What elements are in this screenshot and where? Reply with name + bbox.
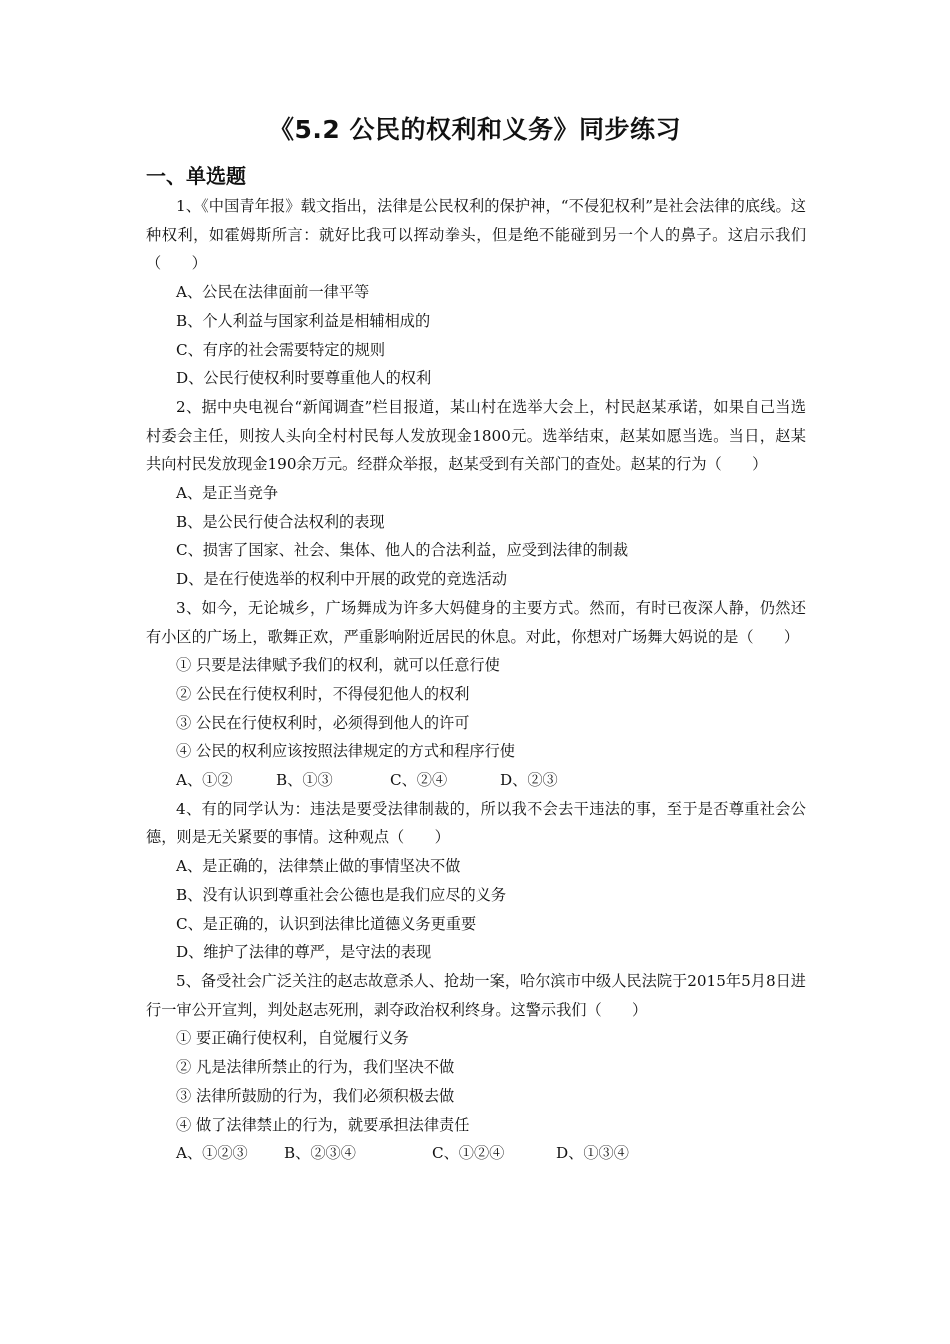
answer-choices [146,1139,806,1168]
option-b: B、是公民行使合法权利的表现 [176,512,385,531]
option-c: C、损害了国家、社会、集体、他人的合法利益，应受到法律的制裁 [176,541,629,560]
option-c: C、有序的社会需要特定的规则 [176,340,386,359]
option-a: A、是正当竞争 [176,484,279,503]
question-stem: 5、备受社会广泛关注的赵志故意杀人、抢劫一案，哈尔滨市中级人民法院于2015年5月8日进行一审公开宣判，判处赵志死刑，剥夺政治权利终身。这警示我们（ ） [146,971,806,1019]
question-1 [146,192,806,393]
question-list [146,192,806,1168]
choice-a: A、①②③ [176,1144,248,1163]
statement-4: ④ 做了法律禁止的行为，就要承担法律责任 [176,1115,470,1134]
statement-3: ③ 公民在行使权利时，必须得到他人的许可 [176,713,470,732]
option-c: C、是正确的，认识到法律比道德义务更重要 [176,914,477,933]
question-stem: 4、有的同学认为：违法是要受法律制裁的，所以我不会去干违法的事，至于是否尊重社会公德，则是无关紧要的事情。这种观点（ ） [146,799,806,847]
option-d: D、公民行使权利时要尊重他人的权利 [176,369,432,388]
statement-4: ④ 公民的权利应该按照法律规定的方式和程序行使 [176,742,515,761]
choice-b: B、①③ [276,771,333,790]
option-a: A、公民在法律面前一律平等 [176,283,370,302]
option-d: D、是在行使选举的权利中开展的政党的竞选活动 [176,570,508,589]
option-a: A、是正确的，法律禁止做的事情坚决不做 [176,857,461,876]
question-stem: 3、如今，无论城乡，广场舞成为许多大妈健身的主要方式。然而，有时已夜深人静，仍然还有小区的广场上，歌舞正欢，严重影响附近居民的休息。对此，你想对广场舞大妈说的是（ ） [146,598,806,646]
option-b: B、没有认识到尊重社会公德也是我们应尽的义务 [176,885,507,904]
question-3 [146,594,806,795]
choice-d: D、②③ [500,771,558,790]
statement-2: ② 公民在行使权利时，不得侵犯他人的权利 [176,684,470,703]
choice-d: D、①③④ [556,1144,629,1163]
choice-c: C、①②④ [432,1144,505,1163]
section-heading: 一、单选题 [146,164,246,188]
question-stem: 2、据中央电视台“新闻调查”栏目报道，某山村在选举大会上，村民赵某承诺，如果自己当选村委会主任，则按人头向全村村民每人发放现金1800元。选举结束，赵某如愿当选。当日，赵某共向村民发放现金190余万元。经群众举报，赵某受到有关部门的查处。赵某的行为（ ） [146,397,806,474]
question-stem: 1、《中国青年报》载文指出，法律是公民权利的保护神，“不侵犯权利”是社会法律的底线。这种权利，如霍姆斯所言：就好比我可以挥动拳头，但是绝不能碰到另一个人的鼻子。这启示我们（ ） [146,197,806,273]
answer-choices [146,766,806,795]
choice-c: C、②④ [390,771,448,790]
document-title: 《5.2 公民的权利和义务》同步练习 [269,115,681,144]
statement-3: ③ 法律所鼓励的行为，我们必须积极去做 [176,1086,455,1105]
question-5 [146,967,806,1168]
statement-2: ② 凡是法律所禁止的行为，我们坚决不做 [176,1058,455,1077]
question-2 [146,393,806,594]
statement-1: ① 要正确行使权利，自觉履行义务 [176,1029,409,1048]
choice-a: A、①② [176,771,233,790]
choice-b: B、②③④ [284,1144,356,1163]
question-4 [146,795,806,967]
option-d: D、维护了法律的尊严，是守法的表现 [176,943,432,962]
option-b: B、个人利益与国家利益是相辅相成的 [176,311,431,330]
statement-1: ① 只要是法律赋予我们的权利，就可以任意行使 [176,656,500,675]
